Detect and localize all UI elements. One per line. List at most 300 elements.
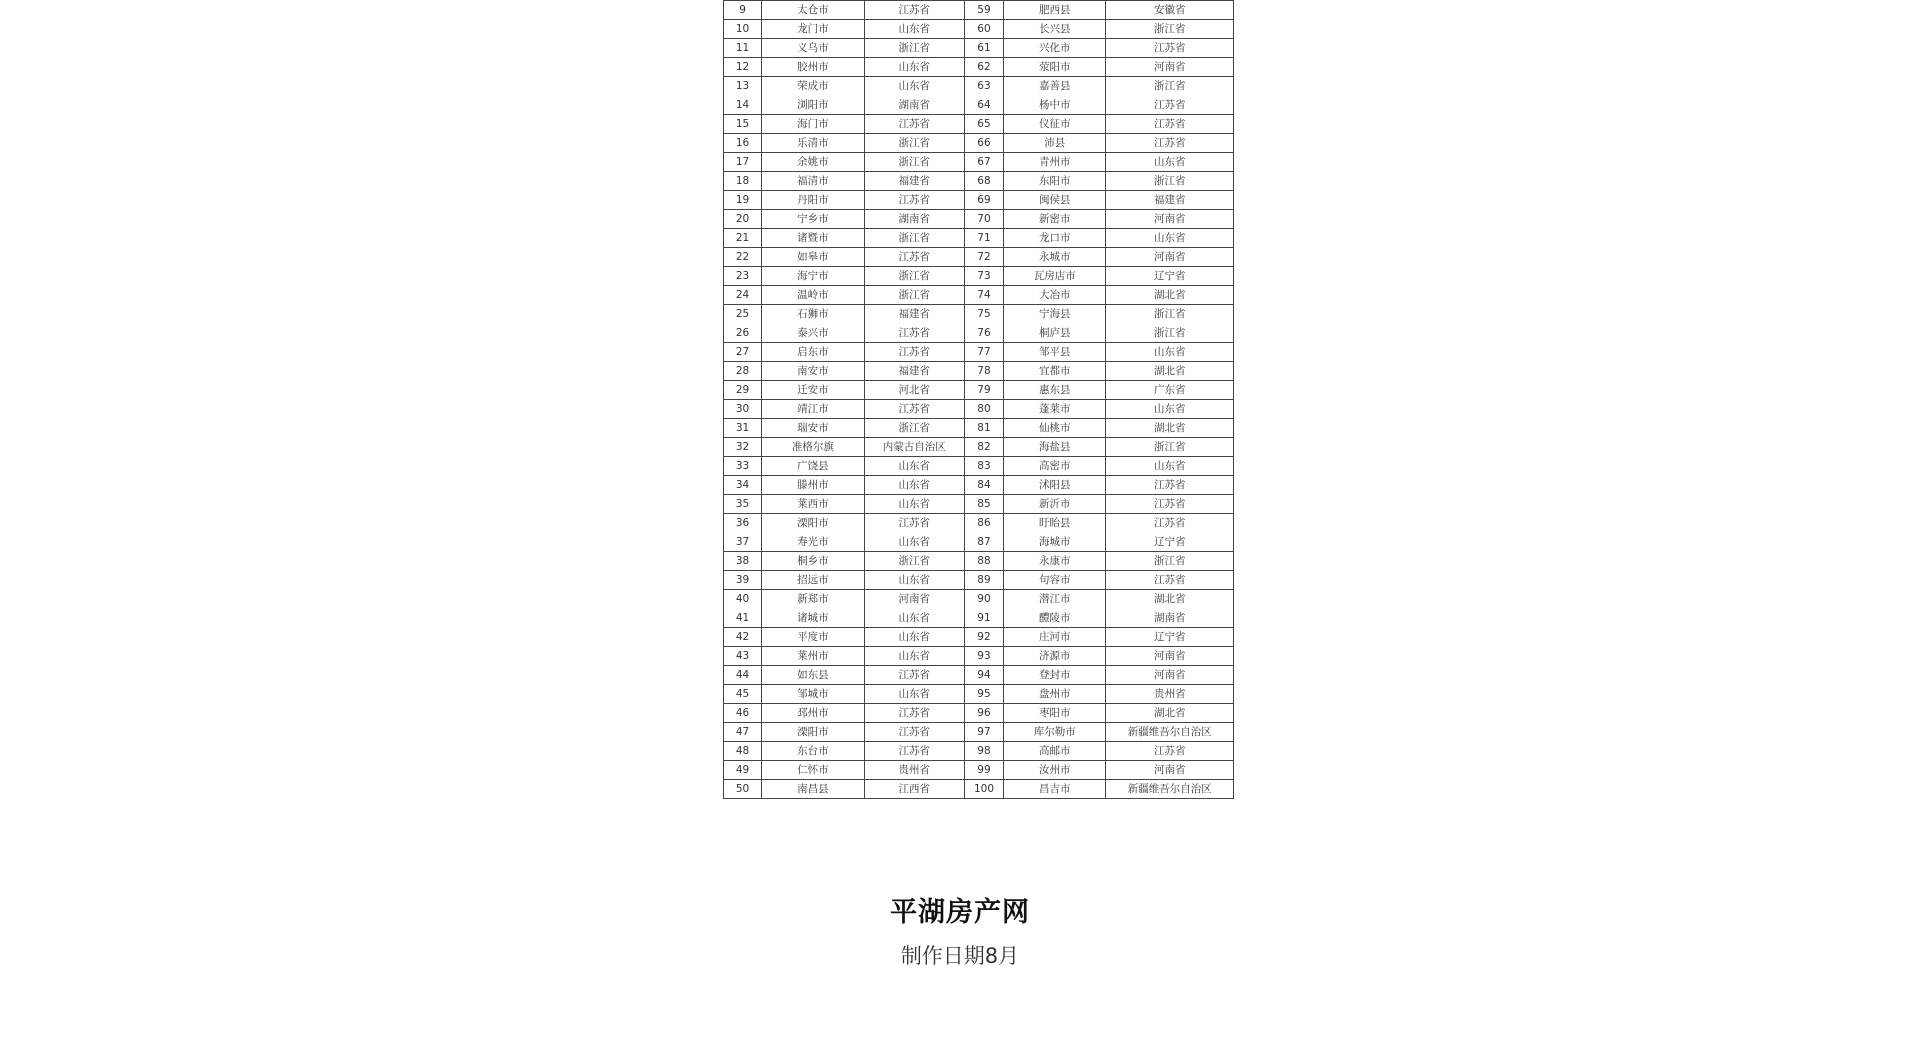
table-cell-city bbox=[762, 476, 864, 495]
cell-city-text: 靖江市 bbox=[797, 403, 829, 415]
cell-city-text: 庄河市 bbox=[1039, 631, 1071, 643]
cell-city-text: 龙口市 bbox=[1039, 232, 1071, 244]
table-cell-city bbox=[762, 685, 864, 704]
cell-rank-text: 49 bbox=[735, 764, 750, 776]
cell-rank-text: 81 bbox=[977, 422, 991, 434]
cell-province-text: 湖北省 bbox=[1153, 593, 1186, 605]
cell-rank-text: 30 bbox=[735, 403, 750, 415]
table-cell-rank bbox=[724, 704, 762, 723]
cell-province-text: 山东省 bbox=[898, 631, 930, 643]
table-cell-rank bbox=[964, 343, 1003, 362]
table-row bbox=[724, 191, 1234, 210]
cell-city-text: 长兴县 bbox=[1039, 23, 1071, 35]
cell-province-text: 浙江省 bbox=[898, 555, 930, 567]
table-cell-rank bbox=[964, 514, 1003, 552]
cell-province-text: 山东省 bbox=[898, 80, 930, 92]
cell-province-text: 湖南省 bbox=[898, 98, 930, 111]
table-row bbox=[724, 552, 1234, 571]
table-cell-province bbox=[864, 761, 964, 780]
table-cell-city bbox=[1004, 780, 1106, 799]
table-row bbox=[724, 134, 1234, 153]
table-cell-city bbox=[762, 58, 864, 77]
cell-rank-text: 91 bbox=[977, 611, 991, 624]
cell-rank-text: 86 bbox=[977, 517, 991, 529]
table-cell-rank bbox=[964, 457, 1003, 476]
table-row bbox=[724, 742, 1234, 761]
cell-rank-text: 62 bbox=[977, 61, 991, 73]
cell-province-text: 江苏省 bbox=[898, 194, 930, 206]
cell-province-text: 福建省 bbox=[898, 308, 930, 320]
table-cell-city bbox=[762, 305, 864, 343]
table-cell-city bbox=[762, 761, 864, 780]
table-cell-city bbox=[762, 134, 864, 153]
cell-province-text: 江苏省 bbox=[898, 251, 930, 263]
cell-rank-text: 72 bbox=[977, 251, 991, 263]
table-cell-city bbox=[1004, 20, 1106, 39]
table-cell-province bbox=[864, 419, 964, 438]
table-cell-province bbox=[864, 210, 964, 229]
cell-province-text: 湖北省 bbox=[1153, 365, 1186, 377]
cell-province-text: 新疆维吾尔自治区 bbox=[1127, 726, 1212, 738]
table-cell-rank bbox=[964, 590, 1003, 628]
cell-city-text: 大冶市 bbox=[1039, 289, 1071, 301]
table-cell-province bbox=[1106, 647, 1234, 666]
table-cell-rank bbox=[724, 685, 762, 704]
cell-city-text: 南昌县 bbox=[797, 783, 829, 795]
table-cell-province bbox=[864, 685, 964, 704]
cell-rank-text: 70 bbox=[977, 213, 991, 225]
cell-province-text: 河南省 bbox=[1153, 213, 1186, 225]
table-cell-province bbox=[864, 286, 964, 305]
table-cell-city bbox=[762, 343, 864, 362]
table-cell-rank bbox=[964, 704, 1003, 723]
table-cell-rank bbox=[964, 229, 1003, 248]
table-cell-rank bbox=[724, 305, 762, 343]
cell-rank-text: 48 bbox=[735, 745, 750, 757]
table-cell-rank bbox=[964, 571, 1003, 590]
table-cell-city bbox=[1004, 419, 1106, 438]
table-cell-city bbox=[762, 742, 864, 761]
table-cell-province bbox=[864, 153, 964, 172]
cell-province-text: 浙江省 bbox=[898, 289, 930, 301]
table-row bbox=[724, 438, 1234, 457]
table-cell-rank bbox=[724, 457, 762, 476]
footer-subtitle: 制作日期8月 bbox=[900, 944, 1020, 968]
table-cell-city bbox=[1004, 628, 1106, 647]
table-cell-province bbox=[1106, 723, 1234, 742]
cell-city-text: 惠东县 bbox=[1039, 384, 1071, 396]
table-cell-province bbox=[864, 77, 964, 115]
table-cell-province bbox=[1106, 704, 1234, 723]
cell-province-text: 山东省 bbox=[898, 460, 930, 472]
cell-province-text: 浙江省 bbox=[898, 270, 930, 282]
cell-province-text: 河南省 bbox=[1153, 764, 1186, 776]
cell-province-text: 江苏省 bbox=[1153, 42, 1186, 54]
table-cell-province bbox=[1106, 457, 1234, 476]
table-cell-province bbox=[1106, 438, 1234, 457]
table-cell-city bbox=[1004, 229, 1106, 248]
table-cell-rank bbox=[964, 172, 1003, 191]
table-row bbox=[724, 58, 1234, 77]
cell-province-text: 江苏省 bbox=[1153, 98, 1186, 111]
table-cell-rank bbox=[724, 134, 762, 153]
cell-city-text: 荥阳市 bbox=[1039, 61, 1071, 73]
cell-rank-text: 15 bbox=[735, 118, 750, 130]
cell-province-text: 浙江省 bbox=[1153, 80, 1186, 92]
cell-province-text: 江苏省 bbox=[898, 517, 930, 529]
cell-rank-text: 33 bbox=[735, 460, 750, 472]
table-cell-city bbox=[1004, 134, 1106, 153]
cell-rank-text: 96 bbox=[977, 707, 991, 719]
cell-province-text: 辽宁省 bbox=[1153, 535, 1186, 548]
cell-city-text: 沭阳县 bbox=[1039, 479, 1071, 491]
cell-rank-text: 14 bbox=[735, 98, 750, 111]
table-cell-province bbox=[1106, 20, 1234, 39]
table-cell-city bbox=[762, 77, 864, 115]
table-cell-province bbox=[1106, 191, 1234, 210]
table-cell-rank bbox=[964, 153, 1003, 172]
table-cell-province bbox=[864, 343, 964, 362]
cell-province-text: 湖北省 bbox=[1153, 707, 1186, 719]
cell-city-text: 诸暨市 bbox=[797, 232, 829, 244]
cell-city-text: 邹城市 bbox=[797, 688, 829, 700]
cell-city-text: 海城市 bbox=[1039, 535, 1071, 548]
cell-city-text: 义乌市 bbox=[797, 42, 829, 54]
cell-province-text: 江苏省 bbox=[1153, 745, 1186, 757]
table-cell-rank bbox=[964, 381, 1003, 400]
table-cell-rank bbox=[724, 628, 762, 647]
cell-city-text: 滕州市 bbox=[797, 479, 829, 491]
table-cell-province bbox=[864, 742, 964, 761]
cell-city-text: 库尔勒市 bbox=[1033, 726, 1076, 738]
cell-province-text: 河北省 bbox=[898, 384, 930, 396]
cell-city-text: 桐乡市 bbox=[797, 555, 829, 567]
cell-city-text: 宁海县 bbox=[1039, 308, 1071, 320]
table-cell-city bbox=[762, 666, 864, 685]
cell-rank-text: 76 bbox=[977, 326, 991, 339]
cell-rank-text: 39 bbox=[735, 574, 750, 586]
table-cell-city bbox=[1004, 210, 1106, 229]
table-row bbox=[724, 267, 1234, 286]
table-cell-rank bbox=[724, 77, 762, 115]
table-cell-city bbox=[1004, 115, 1106, 134]
cell-rank-text: 13 bbox=[735, 80, 750, 92]
table-cell-city bbox=[762, 210, 864, 229]
table-cell-rank bbox=[724, 343, 762, 362]
table-cell-city bbox=[762, 229, 864, 248]
cell-city-text: 丹阳市 bbox=[797, 194, 829, 206]
cell-province-text: 河南省 bbox=[1153, 251, 1186, 263]
table-cell-city bbox=[762, 381, 864, 400]
cell-rank-text: 83 bbox=[977, 460, 991, 472]
cell-province-text: 山东省 bbox=[898, 574, 930, 586]
table-cell-city bbox=[762, 571, 864, 590]
table-cell-rank bbox=[964, 362, 1003, 381]
cell-province-text: 江苏省 bbox=[898, 326, 930, 339]
cell-province-text: 江西省 bbox=[898, 783, 930, 795]
cell-city-text: 莱西市 bbox=[797, 498, 829, 510]
cell-province-text: 山东省 bbox=[1153, 232, 1186, 244]
table-cell-city bbox=[1004, 685, 1106, 704]
cell-rank-text: 34 bbox=[735, 479, 750, 491]
table-cell-province bbox=[864, 457, 964, 476]
cell-city-text: 永康市 bbox=[1039, 555, 1071, 567]
table-cell-rank bbox=[964, 628, 1003, 647]
cell-rank-text: 100 bbox=[973, 783, 995, 795]
table-cell-province bbox=[864, 723, 964, 742]
cell-city-text: 高邮市 bbox=[1039, 745, 1071, 757]
table-row bbox=[724, 495, 1234, 514]
cell-province-text: 河南省 bbox=[898, 593, 930, 605]
table-cell-city bbox=[762, 267, 864, 286]
cell-city-text: 兴化市 bbox=[1039, 42, 1071, 54]
cell-rank-text: 44 bbox=[735, 669, 750, 681]
table-cell-province bbox=[1106, 305, 1234, 343]
table-cell-city bbox=[1004, 305, 1106, 343]
table-cell-province bbox=[1106, 39, 1234, 58]
table-cell-rank bbox=[964, 476, 1003, 495]
ranking-table bbox=[723, 0, 1234, 799]
table-cell-city bbox=[1004, 1, 1106, 20]
cell-rank-text: 99 bbox=[977, 764, 991, 776]
table-cell-rank bbox=[964, 495, 1003, 514]
table-cell-province bbox=[864, 1, 964, 20]
table-row bbox=[724, 457, 1234, 476]
table-cell-province bbox=[1106, 210, 1234, 229]
cell-city-text: 温岭市 bbox=[797, 289, 829, 301]
table-row bbox=[724, 780, 1234, 799]
table-row bbox=[724, 590, 1234, 628]
cell-province-text: 福建省 bbox=[1153, 194, 1186, 206]
table-cell-rank bbox=[964, 39, 1003, 58]
cell-city-text: 启东市 bbox=[797, 346, 829, 358]
cell-city-text: 荣成市 bbox=[797, 80, 829, 92]
cell-rank-text: 71 bbox=[977, 232, 991, 244]
cell-city-text: 瑞安市 bbox=[797, 422, 829, 434]
ranking-table-body bbox=[724, 1, 1234, 799]
cell-province-text: 浙江省 bbox=[898, 42, 930, 54]
cell-city-text: 仙桃市 bbox=[1039, 422, 1071, 434]
cell-city-text: 青州市 bbox=[1039, 156, 1071, 168]
cell-province-text: 江苏省 bbox=[1153, 517, 1186, 529]
table-cell-rank bbox=[964, 210, 1003, 229]
cell-rank-text: 89 bbox=[977, 574, 991, 586]
table-cell-rank bbox=[724, 476, 762, 495]
table-cell-rank bbox=[964, 77, 1003, 115]
cell-rank-text: 85 bbox=[977, 498, 991, 510]
table-cell-rank bbox=[724, 552, 762, 571]
cell-province-text: 新疆维吾尔自治区 bbox=[1127, 783, 1212, 795]
cell-province-text: 浙江省 bbox=[1153, 555, 1186, 567]
cell-province-text: 江苏省 bbox=[1153, 137, 1186, 149]
cell-province-text: 山东省 bbox=[898, 479, 930, 491]
table-cell-city bbox=[762, 191, 864, 210]
table-cell-city bbox=[762, 704, 864, 723]
table-cell-city bbox=[1004, 267, 1106, 286]
table-cell-rank bbox=[724, 153, 762, 172]
cell-city-text: 海门市 bbox=[797, 118, 829, 130]
cell-province-text: 山东省 bbox=[1153, 460, 1186, 472]
cell-province-text: 河南省 bbox=[1153, 669, 1186, 681]
cell-rank-text: 21 bbox=[735, 232, 750, 244]
table-cell-city bbox=[762, 723, 864, 742]
table-cell-province bbox=[864, 229, 964, 248]
cell-city-text: 昌吉市 bbox=[1039, 783, 1071, 795]
table-cell-city bbox=[1004, 590, 1106, 628]
cell-rank-text: 32 bbox=[735, 441, 750, 453]
table-cell-province bbox=[1106, 381, 1234, 400]
cell-city-text: 宁乡市 bbox=[797, 213, 829, 225]
cell-rank-text: 17 bbox=[735, 156, 750, 168]
table-cell-rank bbox=[724, 571, 762, 590]
cell-rank-text: 47 bbox=[735, 726, 750, 738]
table-cell-province bbox=[864, 191, 964, 210]
table-row bbox=[724, 229, 1234, 248]
table-cell-rank bbox=[724, 210, 762, 229]
table-cell-rank bbox=[964, 267, 1003, 286]
cell-rank-text: 73 bbox=[977, 270, 991, 282]
cell-province-text: 河南省 bbox=[1153, 61, 1186, 73]
table-cell-province bbox=[864, 571, 964, 590]
cell-province-text: 浙江省 bbox=[1153, 326, 1186, 339]
cell-rank-text: 69 bbox=[977, 194, 991, 206]
table-cell-city bbox=[762, 1, 864, 20]
table-cell-province bbox=[1106, 419, 1234, 438]
cell-rank-text: 59 bbox=[977, 4, 991, 16]
table-cell-province bbox=[864, 362, 964, 381]
cell-rank-text: 92 bbox=[977, 631, 991, 643]
table-row bbox=[724, 761, 1234, 780]
cell-city-text: 东阳市 bbox=[1039, 175, 1071, 187]
table-cell-province bbox=[864, 267, 964, 286]
table-cell-rank bbox=[964, 419, 1003, 438]
cell-rank-text: 80 bbox=[977, 403, 991, 415]
cell-city-text: 盘州市 bbox=[1039, 688, 1071, 700]
cell-province-text: 浙江省 bbox=[1153, 23, 1186, 35]
table-row bbox=[724, 248, 1234, 267]
table-cell-rank bbox=[964, 20, 1003, 39]
table-cell-province bbox=[1106, 685, 1234, 704]
table-cell-province bbox=[1106, 229, 1234, 248]
cell-rank-text: 75 bbox=[977, 308, 991, 320]
table-cell-province bbox=[864, 514, 964, 552]
cell-city-text: 桐庐县 bbox=[1039, 326, 1071, 339]
table-cell-rank bbox=[964, 685, 1003, 704]
table-cell-province bbox=[1106, 1, 1234, 20]
cell-province-text: 江苏省 bbox=[1153, 479, 1186, 491]
table-cell-rank bbox=[724, 723, 762, 742]
cell-rank-text: 10 bbox=[735, 23, 750, 35]
table-cell-city bbox=[1004, 191, 1106, 210]
cell-city-text: 福清市 bbox=[797, 175, 829, 187]
table-cell-rank bbox=[724, 438, 762, 457]
table-cell-city bbox=[1004, 666, 1106, 685]
cell-rank-text: 67 bbox=[977, 156, 991, 168]
table-row bbox=[724, 571, 1234, 590]
table-cell-province bbox=[864, 552, 964, 571]
table-cell-city bbox=[1004, 172, 1106, 191]
cell-city-text: 东台市 bbox=[797, 745, 829, 757]
cell-rank-text: 50 bbox=[735, 783, 750, 795]
cell-city-text: 新密市 bbox=[1039, 213, 1071, 225]
table-cell-province bbox=[864, 495, 964, 514]
table-cell-province bbox=[1106, 571, 1234, 590]
table-row bbox=[724, 39, 1234, 58]
table-cell-rank bbox=[724, 39, 762, 58]
cell-rank-text: 95 bbox=[977, 688, 991, 700]
table-cell-rank bbox=[724, 666, 762, 685]
table-cell-rank bbox=[724, 248, 762, 267]
cell-province-text: 湖北省 bbox=[1153, 289, 1186, 301]
table-cell-city bbox=[1004, 153, 1106, 172]
table-cell-province bbox=[864, 381, 964, 400]
cell-city-text: 新郑市 bbox=[797, 593, 829, 605]
cell-city-text: 肥西县 bbox=[1039, 4, 1071, 16]
table-cell-rank bbox=[724, 172, 762, 191]
table-cell-rank bbox=[724, 191, 762, 210]
cell-province-text: 江苏省 bbox=[898, 403, 930, 415]
cell-city-text: 龙门市 bbox=[797, 23, 829, 35]
cell-province-text: 辽宁省 bbox=[1153, 631, 1186, 643]
table-cell-province bbox=[1106, 552, 1234, 571]
cell-city-text: 余姚市 bbox=[797, 156, 829, 168]
table-cell-rank bbox=[724, 229, 762, 248]
cell-rank-text: 19 bbox=[735, 194, 750, 206]
table-cell-province bbox=[1106, 476, 1234, 495]
cell-city-text: 南安市 bbox=[797, 365, 829, 377]
cell-province-text: 山东省 bbox=[898, 61, 930, 73]
table-cell-city bbox=[762, 39, 864, 58]
cell-city-text: 嘉善县 bbox=[1039, 80, 1071, 92]
table-cell-rank bbox=[964, 1, 1003, 20]
cell-city-text: 邹平县 bbox=[1039, 346, 1071, 358]
table-cell-rank bbox=[724, 514, 762, 552]
table-cell-city bbox=[1004, 343, 1106, 362]
table-cell-city bbox=[1004, 514, 1106, 552]
cell-rank-text: 28 bbox=[735, 365, 750, 377]
cell-rank-text: 93 bbox=[977, 650, 991, 662]
table-cell-province bbox=[1106, 248, 1234, 267]
table-cell-province bbox=[864, 305, 964, 343]
table-cell-province bbox=[864, 115, 964, 134]
table-cell-province bbox=[864, 39, 964, 58]
table-row bbox=[724, 514, 1234, 552]
cell-rank-text: 84 bbox=[977, 479, 991, 491]
cell-rank-text: 64 bbox=[977, 98, 991, 111]
cell-province-text: 福建省 bbox=[898, 365, 930, 377]
cell-rank-text: 9 bbox=[739, 4, 746, 16]
table-row bbox=[724, 20, 1234, 39]
cell-city-text: 如皋市 bbox=[797, 251, 829, 263]
table-cell-rank bbox=[724, 286, 762, 305]
cell-city-text: 泰兴市 bbox=[797, 326, 829, 339]
cell-city-text: 济源市 bbox=[1039, 650, 1071, 662]
cell-province-text: 山东省 bbox=[1153, 346, 1186, 358]
table-row bbox=[724, 172, 1234, 191]
table-cell-province bbox=[1106, 514, 1234, 552]
footer-title: 平湖房产网 bbox=[890, 897, 1030, 928]
cell-city-text: 宜都市 bbox=[1039, 365, 1071, 377]
cell-city-text: 招远市 bbox=[797, 574, 829, 586]
cell-city-text: 太仓市 bbox=[797, 4, 829, 16]
cell-province-text: 贵州省 bbox=[898, 764, 930, 776]
cell-province-text: 山东省 bbox=[898, 688, 930, 700]
cell-rank-text: 23 bbox=[735, 270, 750, 282]
table-row bbox=[724, 286, 1234, 305]
table-cell-province bbox=[1106, 343, 1234, 362]
table-cell-city bbox=[1004, 552, 1106, 571]
table-cell-rank bbox=[964, 780, 1003, 799]
